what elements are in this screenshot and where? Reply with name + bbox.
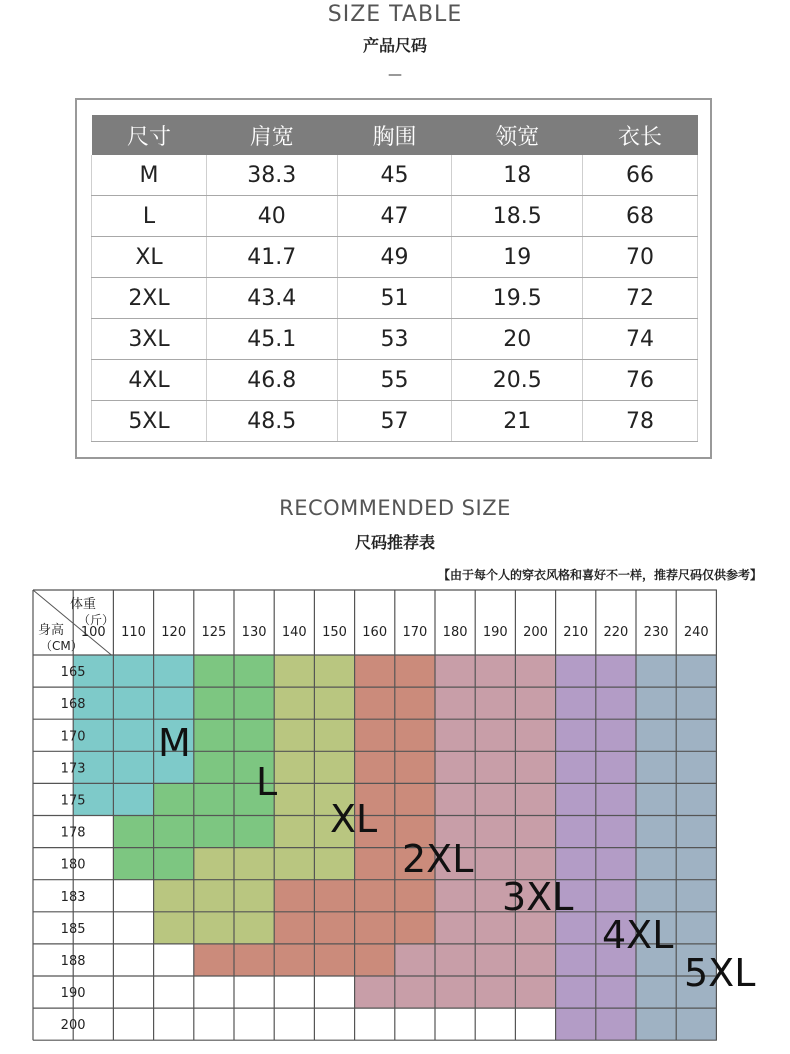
grid-cell-none: [154, 976, 194, 1008]
grid-cell-3xl: [475, 655, 515, 687]
height-label: 200: [60, 1018, 86, 1034]
grid-cell-xl: [314, 655, 354, 687]
cell-shoulder: 38.3: [206, 155, 337, 196]
grid-cell-l: [194, 783, 234, 815]
grid-cell-4xl: [556, 687, 596, 719]
cell-chest: 57: [337, 401, 452, 442]
grid-cell-none: [475, 1008, 515, 1040]
grid-cell-5xl: [676, 783, 716, 815]
cell-length: 78: [583, 401, 698, 442]
grid-cell-3xl: [475, 719, 515, 751]
grid-cell-xl: [274, 687, 314, 719]
grid-cell-4xl: [556, 783, 596, 815]
grid-cell-3xl: [435, 655, 475, 687]
grid-cell-2xl: [395, 912, 435, 944]
grid-cell-none: [113, 944, 153, 976]
height-label: 168: [60, 697, 86, 713]
header-size: 尺寸: [92, 115, 207, 155]
cell-collar: 18.5: [452, 196, 583, 237]
grid-cell-2xl: [355, 687, 395, 719]
grid-cell-l: [154, 816, 194, 848]
weight-header: 180: [442, 625, 468, 640]
grid-cell-xl: [154, 880, 194, 912]
grid-cell-none: [234, 976, 274, 1008]
height-label: 190: [60, 986, 86, 1002]
size-zone-label-m: M: [158, 721, 191, 765]
weight-header: 130: [241, 625, 267, 640]
grid-cell-4xl: [596, 816, 636, 848]
grid-cell-none: [234, 1008, 274, 1040]
grid-cell-2xl: [355, 880, 395, 912]
height-label: 183: [60, 889, 86, 905]
corner-weight-unit: （斤）: [78, 613, 115, 627]
cell-length: 76: [583, 360, 698, 401]
grid-cell-5xl: [676, 880, 716, 912]
grid-cell-4xl: [556, 655, 596, 687]
grid-cell-3xl: [435, 687, 475, 719]
grid-cell-5xl: [676, 655, 716, 687]
grid-cell-3xl: [515, 751, 555, 783]
grid-cell-xl: [314, 751, 354, 783]
cell-length: 70: [583, 237, 698, 278]
grid-cell-2xl: [355, 848, 395, 880]
grid-cell-3xl: [475, 751, 515, 783]
grid-cell-l: [113, 816, 153, 848]
grid-cell-none: [154, 944, 194, 976]
cell-size: M: [92, 155, 207, 196]
grid-cell-none: [113, 880, 153, 912]
cell-chest: 53: [337, 319, 452, 360]
grid-cell-none: [274, 976, 314, 1008]
header-chest: 胸围: [337, 115, 452, 155]
grid-cell-3xl: [515, 783, 555, 815]
grid-cell-m: [113, 719, 153, 751]
grid-cell-3xl: [395, 944, 435, 976]
weight-header: 120: [161, 625, 187, 640]
grid-cell-none: [194, 976, 234, 1008]
corner-weight-label: 体重: [70, 597, 97, 612]
cell-collar: 21: [452, 401, 583, 442]
cell-collar: 19.5: [452, 278, 583, 319]
cell-collar: 18: [452, 155, 583, 196]
grid-cell-none: [113, 912, 153, 944]
cell-collar: 20: [452, 319, 583, 360]
grid-cell-xl: [234, 912, 274, 944]
grid-cell-5xl: [676, 848, 716, 880]
weight-header: 210: [563, 625, 589, 640]
grid-cell-l: [234, 655, 274, 687]
cell-chest: 47: [337, 196, 452, 237]
height-label: 173: [60, 761, 86, 777]
grid-cell-l: [194, 751, 234, 783]
cell-size: 3XL: [92, 319, 207, 360]
cell-shoulder: 46.8: [206, 360, 337, 401]
grid-cell-5xl: [636, 976, 676, 1008]
grid-cell-l: [194, 719, 234, 751]
grid-cell-2xl: [395, 655, 435, 687]
weight-header: 220: [603, 625, 629, 640]
cell-chest: 45: [337, 155, 452, 196]
height-label: 188: [60, 953, 86, 969]
grid-cell-2xl: [355, 719, 395, 751]
grid-cell-4xl: [556, 816, 596, 848]
grid-cell-2xl: [314, 912, 354, 944]
grid-cell-4xl: [556, 976, 596, 1008]
grid-cell-3xl: [475, 816, 515, 848]
grid-cell-5xl: [636, 880, 676, 912]
grid-cell-4xl: [596, 848, 636, 880]
grid-cell-l: [234, 719, 274, 751]
grid-cell-5xl: [676, 912, 716, 944]
cell-length: 72: [583, 278, 698, 319]
grid-cell-4xl: [596, 719, 636, 751]
grid-cell-l: [194, 816, 234, 848]
grid-cell-3xl: [515, 816, 555, 848]
header-length: 衣长: [583, 115, 698, 155]
cell-collar: 19: [452, 237, 583, 278]
cell-size: L: [92, 196, 207, 237]
grid-cell-xl: [274, 751, 314, 783]
grid-cell-5xl: [676, 1008, 716, 1040]
grid-cell-4xl: [556, 1008, 596, 1040]
grid-cell-xl: [274, 783, 314, 815]
grid-cell-none: [274, 1008, 314, 1040]
grid-cell-3xl: [435, 976, 475, 1008]
cell-shoulder: 45.1: [206, 319, 337, 360]
grid-cell-3xl: [515, 655, 555, 687]
cell-size: 5XL: [92, 401, 207, 442]
grid-cell-2xl: [234, 944, 274, 976]
grid-cell-3xl: [475, 976, 515, 1008]
grid-cell-3xl: [395, 976, 435, 1008]
size-zone-label-3xl: 3XL: [502, 875, 574, 919]
grid-cell-xl: [194, 848, 234, 880]
grid-cell-4xl: [556, 944, 596, 976]
grid-cell-2xl: [395, 783, 435, 815]
recommended-subtitle: 尺码推荐表: [354, 533, 435, 552]
grid-cell-3xl: [435, 912, 475, 944]
corner-height-unit: （CM）: [40, 639, 83, 653]
size-zone-label-xl: XL: [330, 797, 378, 841]
weight-header: 190: [482, 625, 508, 640]
cell-size: XL: [92, 237, 207, 278]
weight-header: 110: [121, 625, 146, 640]
weight-header: 150: [322, 625, 347, 640]
grid-cell-3xl: [355, 976, 395, 1008]
grid-cell-m: [154, 655, 194, 687]
grid-cell-l: [113, 848, 153, 880]
grid-cell-l: [194, 655, 234, 687]
grid-cell-xl: [274, 655, 314, 687]
weight-header: 230: [643, 625, 669, 640]
grid-cell-xl: [194, 880, 234, 912]
recommendation-note: 【由于每个人的穿衣风格和喜好不一样，推荐尺码仅供参考】: [437, 568, 762, 582]
cell-length: 66: [583, 155, 698, 196]
grid-cell-2xl: [355, 912, 395, 944]
cell-chest: 49: [337, 237, 452, 278]
grid-cell-3xl: [515, 976, 555, 1008]
grid-cell-none: [314, 1008, 354, 1040]
grid-cell-2xl: [395, 687, 435, 719]
grid-cell-xl: [154, 912, 194, 944]
size-zone-label-l: L: [256, 760, 278, 804]
grid-cell-2xl: [194, 944, 234, 976]
grid-cell-none: [194, 1008, 234, 1040]
grid-cell-5xl: [636, 816, 676, 848]
grid-cell-3xl: [475, 783, 515, 815]
cell-shoulder: 48.5: [206, 401, 337, 442]
grid-cell-4xl: [596, 783, 636, 815]
height-label: 175: [60, 793, 86, 809]
grid-cell-xl: [314, 848, 354, 880]
grid-cell-2xl: [355, 655, 395, 687]
grid-cell-3xl: [435, 751, 475, 783]
grid-cell-xl: [274, 816, 314, 848]
grid-cell-2xl: [395, 880, 435, 912]
height-label: 180: [60, 857, 86, 873]
grid-cell-3xl: [435, 783, 475, 815]
cell-chest: 55: [337, 360, 452, 401]
cell-size: 4XL: [92, 360, 207, 401]
size-table-subtitle: 产品尺码: [362, 36, 427, 55]
grid-cell-none: [113, 976, 153, 1008]
grid-cell-l: [154, 783, 194, 815]
grid-cell-4xl: [596, 751, 636, 783]
size-zone-label-4xl: 4XL: [602, 913, 674, 957]
grid-cell-l: [154, 848, 194, 880]
grid-cell-xl: [234, 848, 274, 880]
weight-header: 140: [281, 625, 307, 640]
grid-cell-xl: [274, 848, 314, 880]
grid-cell-2xl: [355, 944, 395, 976]
grid-cell-m: [113, 751, 153, 783]
weight-header: 170: [402, 625, 428, 640]
grid-cell-xl: [274, 719, 314, 751]
grid-cell-m: [113, 783, 153, 815]
height-label: 170: [60, 729, 86, 745]
grid-cell-none: [435, 1008, 475, 1040]
grid-cell-5xl: [636, 751, 676, 783]
grid-cell-5xl: [636, 848, 676, 880]
header-shoulder: 肩宽: [206, 115, 337, 155]
grid-cell-2xl: [314, 880, 354, 912]
grid-cell-5xl: [676, 816, 716, 848]
grid-cell-4xl: [596, 880, 636, 912]
grid-cell-4xl: [596, 687, 636, 719]
grid-cell-m: [113, 687, 153, 719]
grid-cell-5xl: [636, 687, 676, 719]
size-zone-label-2xl: 2XL: [402, 837, 474, 881]
grid-cell-m: [113, 655, 153, 687]
grid-cell-l: [234, 687, 274, 719]
grid-cell-2xl: [274, 880, 314, 912]
title-dash-divider: —: [388, 67, 402, 83]
grid-cell-2xl: [274, 944, 314, 976]
grid-cell-3xl: [515, 719, 555, 751]
grid-cell-none: [113, 1008, 153, 1040]
weight-header: 200: [523, 625, 548, 640]
grid-header-bg: [33, 590, 717, 655]
corner-height-label: 身高: [38, 623, 65, 638]
grid-cell-4xl: [596, 1008, 636, 1040]
weight-header: 240: [683, 625, 709, 640]
cell-shoulder: 40: [206, 196, 337, 237]
grid-cell-3xl: [435, 880, 475, 912]
cell-collar: 20.5: [452, 360, 583, 401]
grid-cell-5xl: [676, 687, 716, 719]
grid-cell-4xl: [556, 719, 596, 751]
size-table-title: SIZE TABLE: [327, 2, 463, 27]
grid-cell-2xl: [355, 751, 395, 783]
height-label: 185: [60, 921, 86, 937]
grid-cell-l: [194, 687, 234, 719]
size-zone-label-5xl: 5XL: [684, 951, 756, 995]
grid-cell-4xl: [556, 751, 596, 783]
cell-shoulder: 43.4: [206, 278, 337, 319]
grid-cell-none: [355, 1008, 395, 1040]
grid-cell-2xl: [274, 912, 314, 944]
grid-cell-4xl: [596, 976, 636, 1008]
grid-cell-l: [234, 816, 274, 848]
grid-cell-3xl: [475, 687, 515, 719]
grid-cell-5xl: [636, 1008, 676, 1040]
cell-chest: 51: [337, 278, 452, 319]
grid-cell-xl: [314, 687, 354, 719]
cell-shoulder: 41.7: [206, 237, 337, 278]
grid-cell-4xl: [596, 655, 636, 687]
grid-cell-2xl: [314, 944, 354, 976]
weight-header: 160: [362, 625, 388, 640]
cell-length: 68: [583, 196, 698, 237]
weight-header: 125: [201, 625, 227, 640]
grid-cell-5xl: [676, 719, 716, 751]
grid-cell-xl: [314, 719, 354, 751]
cell-size: 2XL: [92, 278, 207, 319]
grid-cell-none: [314, 976, 354, 1008]
grid-cell-5xl: [636, 655, 676, 687]
grid-cell-3xl: [515, 687, 555, 719]
grid-cell-m: [154, 687, 194, 719]
recommended-title: RECOMMENDED SIZE: [279, 496, 511, 520]
grid-cell-3xl: [475, 944, 515, 976]
grid-cell-3xl: [515, 944, 555, 976]
grid-cell-xl: [194, 912, 234, 944]
grid-cell-xl: [234, 880, 274, 912]
weight-header: 100: [80, 625, 106, 640]
grid-cell-5xl: [636, 719, 676, 751]
height-label: 165: [60, 665, 86, 681]
grid-cell-2xl: [395, 719, 435, 751]
grid-cell-none: [515, 1008, 555, 1040]
grid-cell-3xl: [435, 719, 475, 751]
grid-cell-5xl: [636, 783, 676, 815]
grid-cell-5xl: [676, 751, 716, 783]
header-collar: 领宽: [452, 115, 583, 155]
grid-cell-none: [154, 1008, 194, 1040]
grid-cell-none: [395, 1008, 435, 1040]
grid-cell-3xl: [435, 944, 475, 976]
height-label: 178: [60, 825, 86, 841]
cell-length: 74: [583, 319, 698, 360]
grid-cell-2xl: [395, 751, 435, 783]
